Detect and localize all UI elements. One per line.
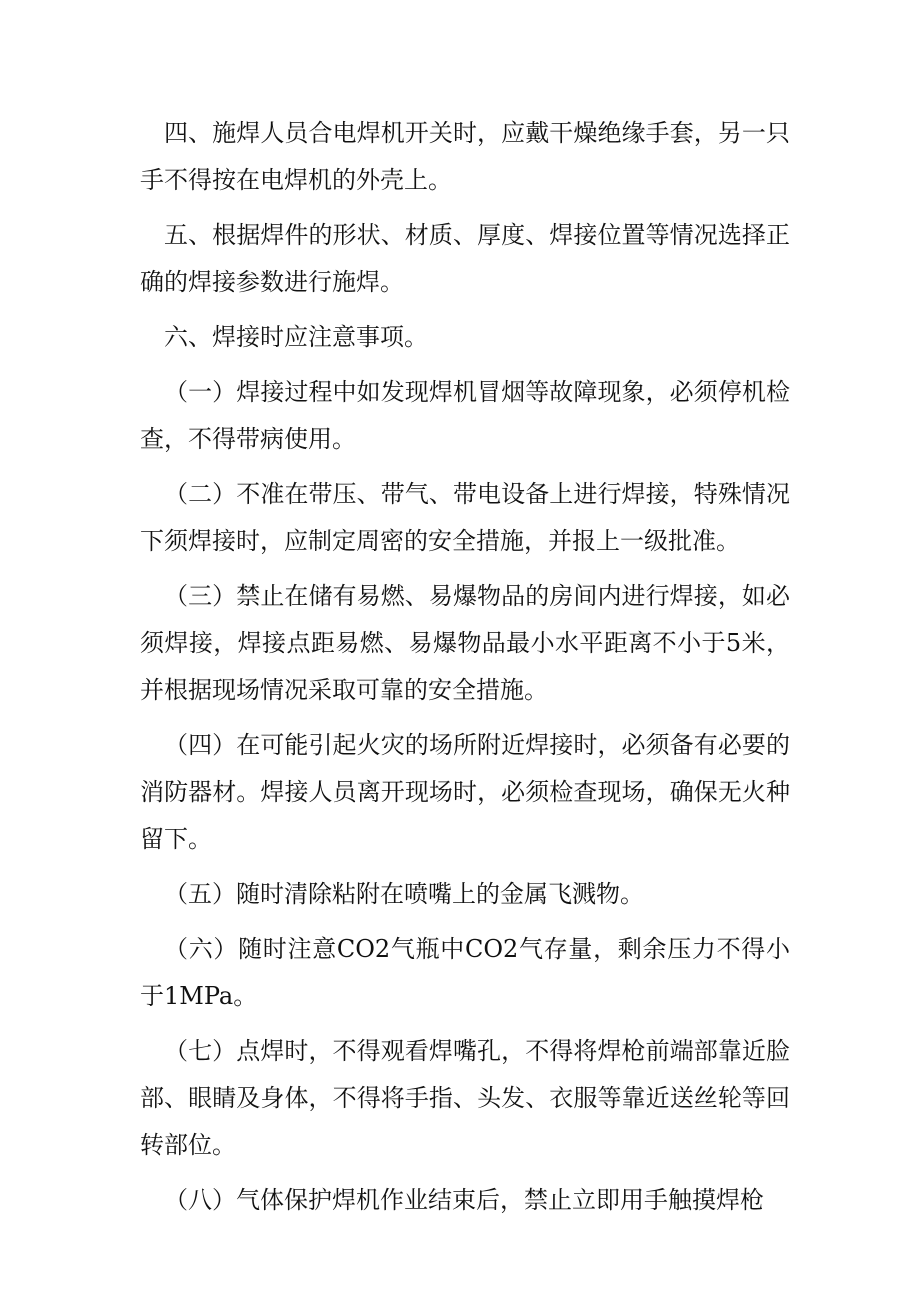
paragraph-6-2-pressurized-equipment: （二）不准在带压、带气、带电设备上进行焊接，特殊情况下须焊接时，应制定周密的安全措施，并报上一级批准。	[140, 480, 790, 555]
paragraph-6-7-spot-welding: （七）点焊时，不得观看焊嘴孔，不得将焊枪前端部靠近脸部、眼睛及身体，不得将手指、头发、衣服等靠近送丝轮等回转部位。	[140, 1037, 790, 1159]
paragraph-6-precautions-heading: 六、焊接时应注意事项。	[164, 323, 428, 351]
paragraph-6-8-after-work: （八）气体保护焊机作业结束后，禁止立即用手触摸焊枪	[164, 1186, 764, 1214]
paragraph-5-welding-parameters: 五、根据焊件的形状、材质、厚度、焊接位置等情况选择正确的焊接参数进行施焊。	[140, 221, 790, 296]
paragraph-6-1-fault-stop: （一）焊接过程中如发现焊机冒烟等故障现象，必须停机检查，不得带病使用。	[140, 378, 790, 453]
paragraph-4-switch-safety: 四、施焊人员合电焊机开关时，应戴干燥绝缘手套，另一只手不得按在电焊机的外壳上。	[140, 119, 790, 194]
paragraph-6-4-fire-equipment: （四）在可能引起火灾的场所附近焊接时，必须备有必要的消防器材。焊接人员离开现场时，必须检查现场，确保无火种留下。	[140, 731, 790, 853]
document-body	[140, 110, 790, 1232]
paragraph-6-3-flammable-storage: （三）禁止在储有易燃、易爆物品的房间内进行焊接，如必须焊接，焊接点距易燃、易爆物品最小水平距离不小于5米，并根据现场情况采取可靠的安全措施。	[140, 582, 790, 704]
paragraph-6-6-co2-pressure: （六）随时注意CO2气瓶中CO2气存量，剩余压力不得小于1MPa。	[140, 935, 790, 1010]
paragraph-6-5-nozzle-cleaning: （五）随时清除粘附在喷嘴上的金属飞溅物。	[164, 880, 644, 908]
